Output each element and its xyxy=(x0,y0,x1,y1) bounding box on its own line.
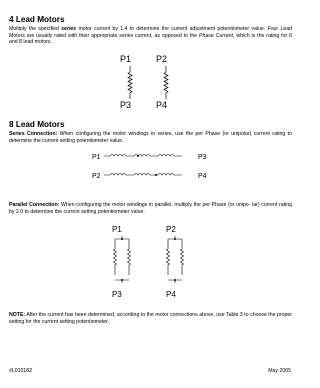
lead-parallel-connection: Parallel Connection: xyxy=(9,202,60,208)
diagram-parallel xyxy=(112,223,192,305)
lead-label: P1 xyxy=(92,154,101,161)
coil-winding xyxy=(104,174,182,176)
lead-label: P4 xyxy=(166,290,176,299)
paragraph-text: After the current has been determined, according to the motor connections above, use Table 3 to choose the proper setting for the current setting potentiometer. xyxy=(9,312,292,325)
emphasis-series: series xyxy=(61,26,77,32)
bus-line xyxy=(115,236,182,239)
paragraph-series-connection xyxy=(9,131,292,144)
paragraph-text: When configuring the motor windings in parallel, multiply the per Phase (or unipo- lar) current rating by 2.0 to determine the current setting potentiometer value. xyxy=(9,202,292,215)
coil-winding xyxy=(164,66,168,99)
paragraph-text: When configuring the motor windings in series, use the per Phase (or unipolar) current rating to determine the current setting potentiometer value. xyxy=(9,131,292,144)
footer-date: May 2005 xyxy=(268,368,291,374)
paragraph-text: Multiply the specified xyxy=(9,26,62,32)
junction-dot xyxy=(121,279,123,281)
paragraph-parallel-connection xyxy=(9,202,292,215)
wiring-diagram-parallel xyxy=(112,223,192,305)
lead-label: P1 xyxy=(112,225,122,234)
lead-label: P1 xyxy=(120,54,132,64)
paragraph-text: motor current by 1.4 to determine the current adjustment potentiometer value. Four Lead Motors are usually rated with their appropriate series current, as opposed to the xyxy=(9,26,292,39)
paragraph-text: , which is the rating for 6 and 8 lead motors. xyxy=(9,32,292,46)
coil-winding xyxy=(104,155,182,157)
note-lead: NOTE: xyxy=(9,312,26,318)
diagram-4-lead xyxy=(120,52,180,110)
lead-label: P3 xyxy=(120,100,132,110)
lead-series-connection: Series Connection: xyxy=(9,131,58,137)
coil-winding xyxy=(128,66,132,99)
diagram-series xyxy=(92,150,212,184)
lead-label: P3 xyxy=(112,290,122,299)
bus-line xyxy=(115,280,182,283)
junction-dot xyxy=(137,155,139,157)
lead-label: P4 xyxy=(156,100,168,110)
paragraph-note xyxy=(9,312,292,325)
lead-label: P2 xyxy=(166,225,176,234)
junction-dot xyxy=(121,238,123,240)
footer-doc-number: #L010182 xyxy=(9,368,33,374)
section-heading-4-lead: 4 Lead Motors xyxy=(9,15,65,24)
junction-dot xyxy=(174,238,176,240)
wiring-diagram-series xyxy=(92,150,212,184)
section-heading-8-lead: 8 Lead Motors xyxy=(9,120,65,129)
lead-label: P3 xyxy=(198,154,207,161)
lead-label: P2 xyxy=(156,54,168,64)
junction-dot xyxy=(174,279,176,281)
junction-dot xyxy=(155,174,157,176)
wiring-diagram-4-lead xyxy=(120,52,180,110)
paragraph-4-lead xyxy=(9,26,292,46)
lead-label: P4 xyxy=(198,173,207,180)
emphasis-phase-current: Phase Current xyxy=(199,32,233,39)
coil-winding xyxy=(114,239,131,275)
coil-winding xyxy=(167,239,184,275)
lead-label: P2 xyxy=(92,173,101,180)
